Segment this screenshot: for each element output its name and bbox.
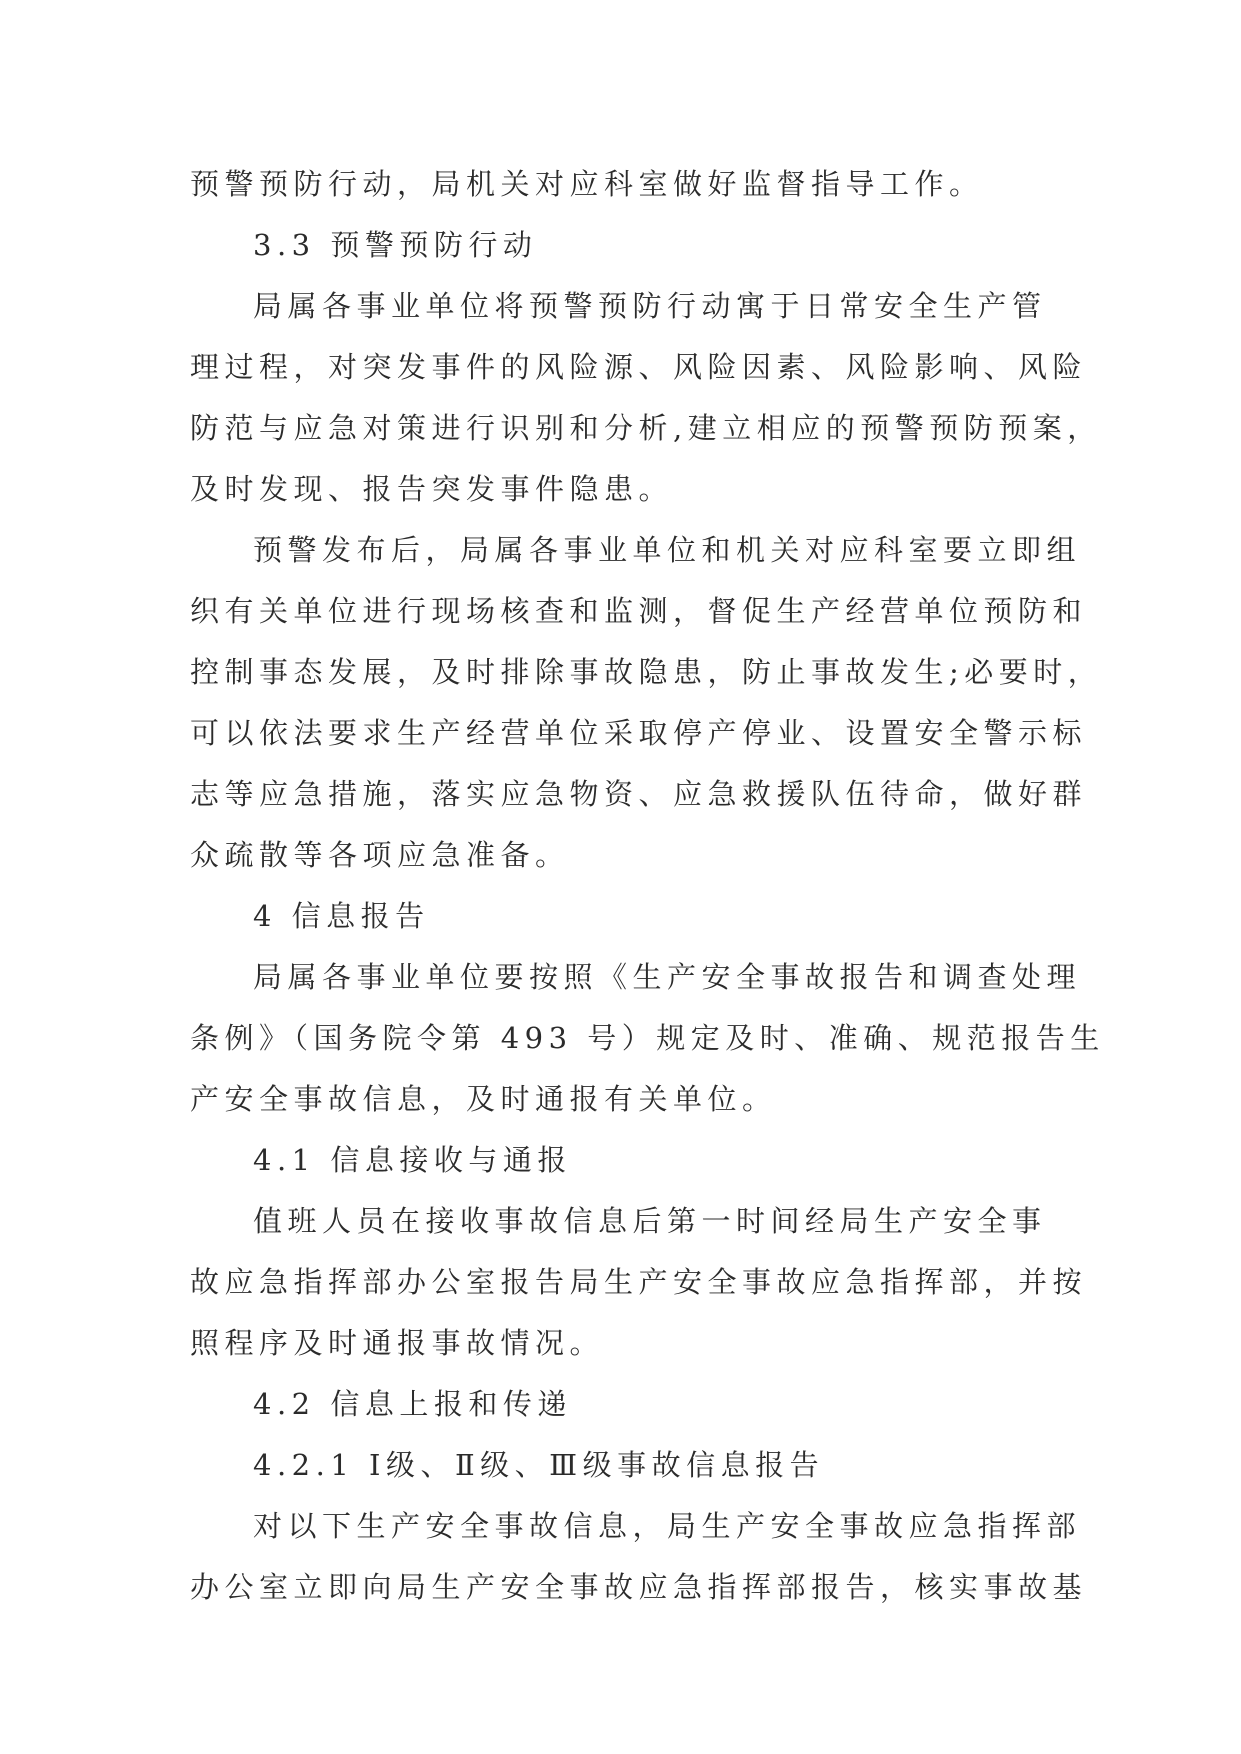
text-line: 众疏散等各项应急准备。 (190, 838, 570, 872)
text-line: 预警预防行动，局机关对应科室做好监督指导工作。 (190, 167, 984, 201)
text-line: 条例》（国务院令第 493 号）规定及时、准确、规范报告生 (190, 1021, 1105, 1055)
text-line: 控制事态发展，及时排除事故隐患，防止事故发生;必要时， (190, 655, 1103, 689)
text-line: 办公室立即向局生产安全事故应急指挥部报告，核实事故基 (190, 1570, 1088, 1604)
text-line: 防范与应急对策进行识别和分析,建立相应的预警预防预案， (190, 411, 1102, 445)
text-line: 及时发现、报告突发事件隐患。 (190, 472, 674, 506)
section-heading: 3.3 预警预防行动 (253, 228, 538, 262)
text-line: 预警发布后，局属各事业单位和机关对应科室要立即组 (253, 533, 1082, 567)
text-line: 对以下生产安全事故信息，局生产安全事故应急指挥部 (253, 1509, 1082, 1543)
section-heading: 4.1 信息接收与通报 (253, 1143, 572, 1177)
text-line: 织有关单位进行现场核查和监测，督促生产经营单位预防和 (190, 594, 1088, 628)
section-heading: 4.2.1 Ⅰ级、Ⅱ级、Ⅲ级事故信息报告 (253, 1448, 825, 1482)
text-line: 志等应急措施，落实应急物资、应急救援队伍待命，做好群 (190, 777, 1088, 811)
text-line: 可以依法要求生产经营单位采取停产停业、设置安全警示标 (190, 716, 1088, 750)
section-heading: 4.2 信息上报和传递 (253, 1387, 572, 1421)
section-heading: 4 信息报告 (253, 899, 430, 933)
text-line: 照程序及时通报事故情况。 (190, 1326, 605, 1360)
text-line: 产安全事故信息，及时通报有关单位。 (190, 1082, 777, 1116)
text-line: 局属各事业单位将预警预防行动寓于日常安全生产管 (253, 289, 1047, 323)
text-line: 值班人员在接收事故信息后第一时间经局生产安全事 (253, 1204, 1047, 1238)
text-line: 故应急指挥部办公室报告局生产安全事故应急指挥部，并按 (190, 1265, 1088, 1299)
text-line: 理过程，对突发事件的风险源、风险因素、风险影响、风险 (190, 350, 1088, 384)
text-line: 局属各事业单位要按照《生产安全事故报告和调查处理 (253, 960, 1082, 994)
